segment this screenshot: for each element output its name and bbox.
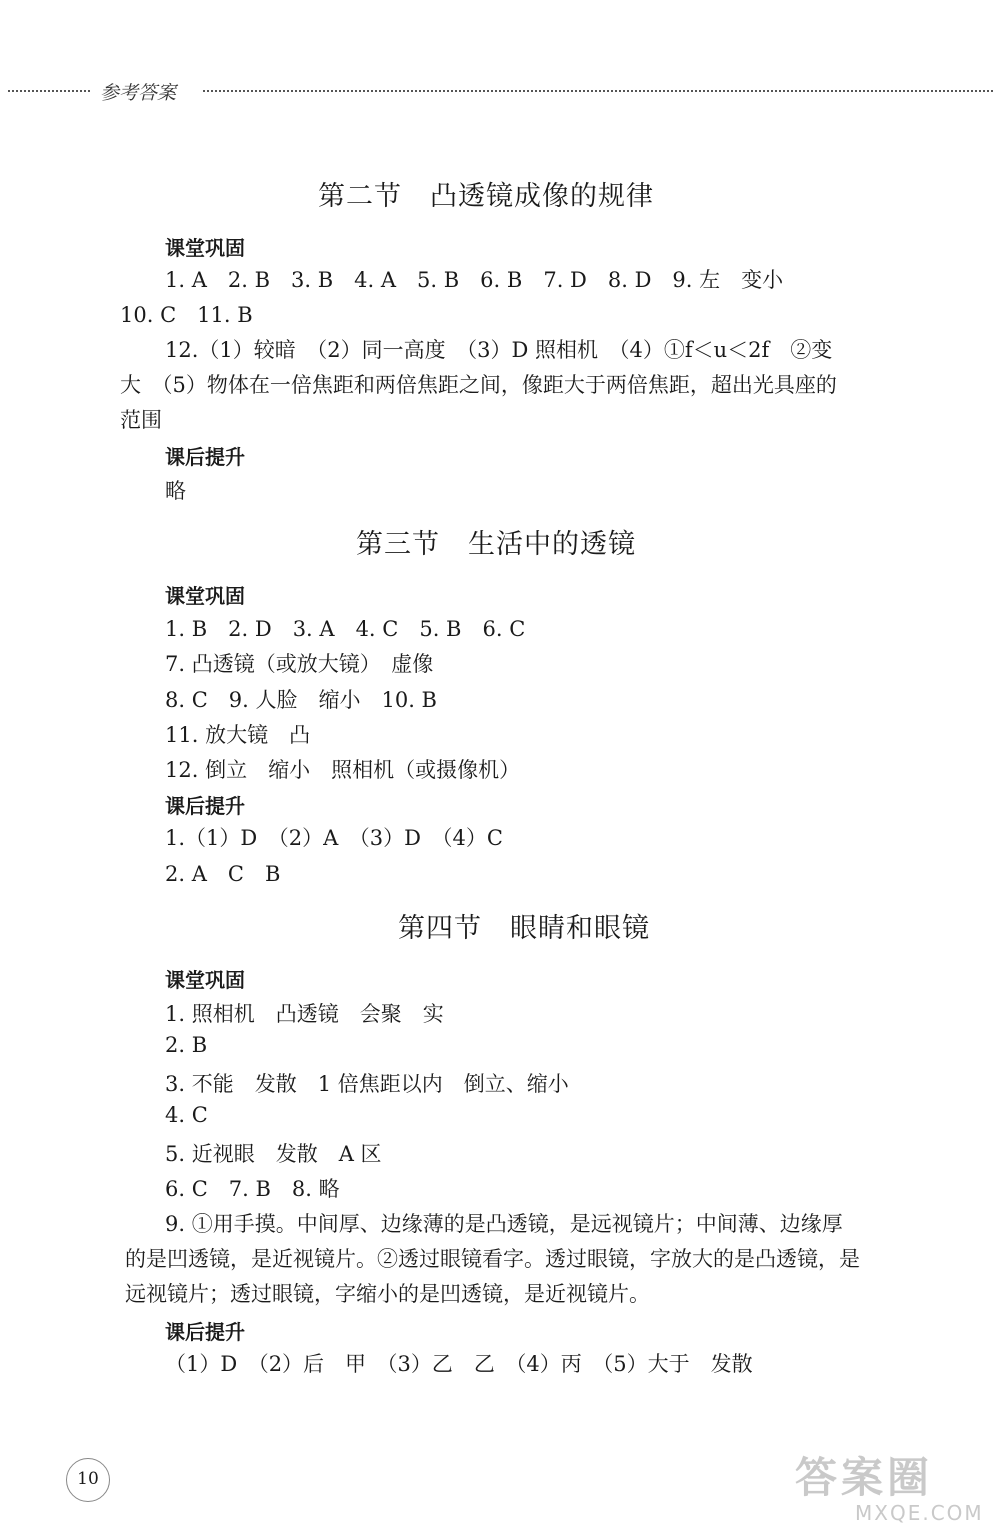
answer-line: 范围 xyxy=(120,408,162,432)
subsection-heading: 课后提升 xyxy=(165,1320,245,1344)
answer-line: 1.（1）D （2）A （3）D （4）C xyxy=(165,826,503,850)
section-title: 第三节 生活中的透镜 xyxy=(356,529,636,560)
header-dots-right xyxy=(203,90,993,92)
watermark-text: 答案圈 xyxy=(795,1453,934,1502)
page-header xyxy=(0,78,1000,102)
answer-line: 略 xyxy=(165,479,186,503)
answer-line: 7. 凸透镜（或放大镜） 虚像 xyxy=(165,652,434,676)
section-title: 第二节 凸透镜成像的规律 xyxy=(318,181,654,212)
answer-line: 2. A C B xyxy=(165,862,281,886)
answer-line: 12.（1）较暗 （2）同一高度 （3）D 照相机 （4）①f＜u＜2f ②变 xyxy=(165,338,833,362)
section-title: 第四节 眼睛和眼镜 xyxy=(398,913,650,944)
page-number: 10 xyxy=(66,1458,110,1502)
answer-line: 的是凹透镜，是近视镜片。②透过眼镜看字。透过眼镜，字放大的是凸透镜，是 xyxy=(125,1247,860,1271)
answer-line: （1）D （2）后 甲 （3）乙 乙 （4）丙 （5）大于 发散 xyxy=(165,1352,753,1376)
answer-line: 远视镜片；透过眼镜，字缩小的是凹透镜，是近视镜片。 xyxy=(125,1282,650,1306)
answer-line: 10. C 11. B xyxy=(120,303,253,327)
answer-line: 12. 倒立 缩小 照相机（或摄像机） xyxy=(165,758,521,782)
subsection-heading: 课堂巩固 xyxy=(165,968,245,992)
answer-line: 1. A 2. B 3. B 4. A 5. B 6. B 7. D 8. D 9. 左 变小 xyxy=(165,268,784,292)
answer-line: 8. C 9. 人脸 缩小 10. B xyxy=(165,688,437,712)
answer-line: 6. C 7. B 8. 略 xyxy=(165,1177,340,1201)
answer-line: 5. 近视眼 发散 A 区 xyxy=(165,1142,382,1166)
answer-line: 大 （5）物体在一倍焦距和两倍焦距之间，像距大于两倍焦距，超出光具座的 xyxy=(120,373,837,397)
answer-line: 4. C xyxy=(165,1103,208,1127)
subsection-heading: 课堂巩固 xyxy=(165,236,245,260)
header-dots-left xyxy=(8,90,90,92)
subsection-heading: 课后提升 xyxy=(165,445,245,469)
watermark-logo xyxy=(795,1445,995,1530)
subsection-heading: 课后提升 xyxy=(165,794,245,818)
header-title: 参考答案 xyxy=(100,82,177,104)
answer-line: 9. ①用手摸。中间厚、边缘薄的是凸透镜，是远视镜片；中间薄、边缘厚 xyxy=(165,1212,843,1236)
answer-line: 11. 放大镜 凸 xyxy=(165,723,311,747)
answer-line: 2. B xyxy=(165,1033,208,1057)
subsection-heading: 课堂巩固 xyxy=(165,584,245,608)
answer-line: 3. 不能 发散 1 倍焦距以内 倒立、缩小 xyxy=(165,1072,569,1096)
answer-line: 1. B 2. D 3. A 4. C 5. B 6. C xyxy=(165,617,526,641)
answer-line: 1. 照相机 凸透镜 会聚 实 xyxy=(165,1002,444,1026)
watermark-url: MXQE.COM xyxy=(855,1501,984,1525)
